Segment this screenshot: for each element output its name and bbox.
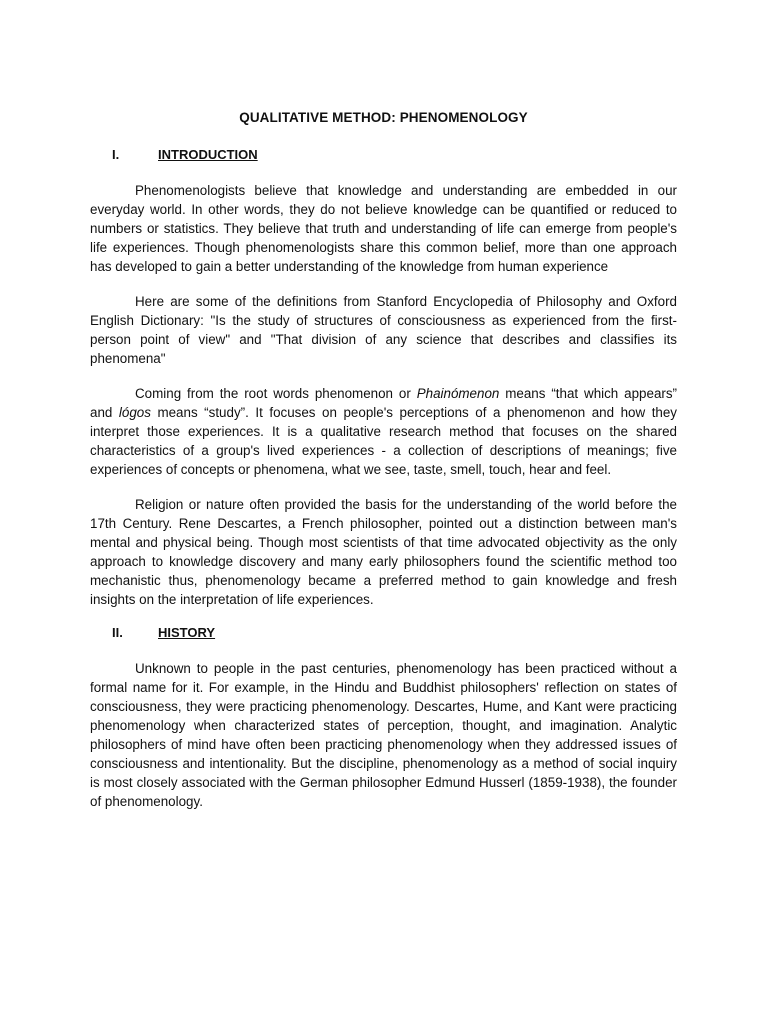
history-paragraph-1: Unknown to people in the past centuries, phenomenology has been practiced without a formal name for it. For example, in the Hindu and Buddhist philosophers' reflection on states of consciousness, they were practicing phenomenology. Descartes, Hume, and Kant were practicing phenomenology when characterized states of perception, thought, and imagination. Analytic philosophers of mind have often been practicing phenomenology when they addressed issues of consciousness and intentionality. But the discipline, phenomenology as a method of social inquiry is most closely associated with the German philosopher Edmund Husserl (1859-1938), the founder of phenomenology. <box>90 661 677 809</box>
text-run: Coming from the root words phenomenon or <box>135 386 417 401</box>
italic-term: lógos <box>118 405 151 420</box>
section-heading-introduction <box>90 146 677 164</box>
section-numeral: II. <box>112 625 123 640</box>
text-run: means “that which appears” and <box>90 386 678 420</box>
section-numeral: I. <box>112 147 120 162</box>
document-title: QUALITATIVE METHOD: PHENOMENOLOGY <box>239 110 528 125</box>
italic-term: Phainómenon <box>416 386 500 401</box>
text-run: means “study”. It focuses on people's perceptions of a phenomenon and how they interpret those experiences. It is a qualitative research method that focuses on the shared characteristics of a group's lived experiences - a collection of descriptions of meanings; five experiences of concepts or phenomena, what we see, taste, smell, touch, hear and feel. <box>90 405 677 477</box>
section-label: INTRODUCTION <box>158 147 258 162</box>
document-body <box>90 109 677 827</box>
intro-paragraph-3 <box>90 384 677 479</box>
section-heading-history <box>90 624 677 642</box>
intro-paragraph-4: Religion or nature often provided the basis for the understanding of the world before the 17th Century. Rene Descartes, a French philosopher, pointed out a distinction between man's mental and physical being. Though most scientists of that time advocated objectivity as the only approach to knowledge discovery and many early philosophers found the scientific method too mechanistic thus, phenomenology became a preferred method to gain knowledge and fresh insights on the interpretation of life experiences. <box>90 497 677 607</box>
section-label: HISTORY <box>158 625 216 640</box>
intro-paragraph-1: Phenomenologists believe that knowledge and understanding are embedded in our everyday world. In other words, they do not believe knowledge can be quantified or reduced to numbers or statistics. They believe that truth and understanding of life can emerge from people's life experiences. Though phenomenologists share this common belief, more than one approach has developed to gain a better understanding of the knowledge from human experience <box>90 183 677 274</box>
intro-paragraph-2: Here are some of the definitions from Stanford Encyclopedia of Philosophy and Oxford English Dictionary: "Is the study of structures of consciousness as experienced from the first-person point of view" and "That division of any science that describes and classifies its phenomena" <box>90 294 677 366</box>
